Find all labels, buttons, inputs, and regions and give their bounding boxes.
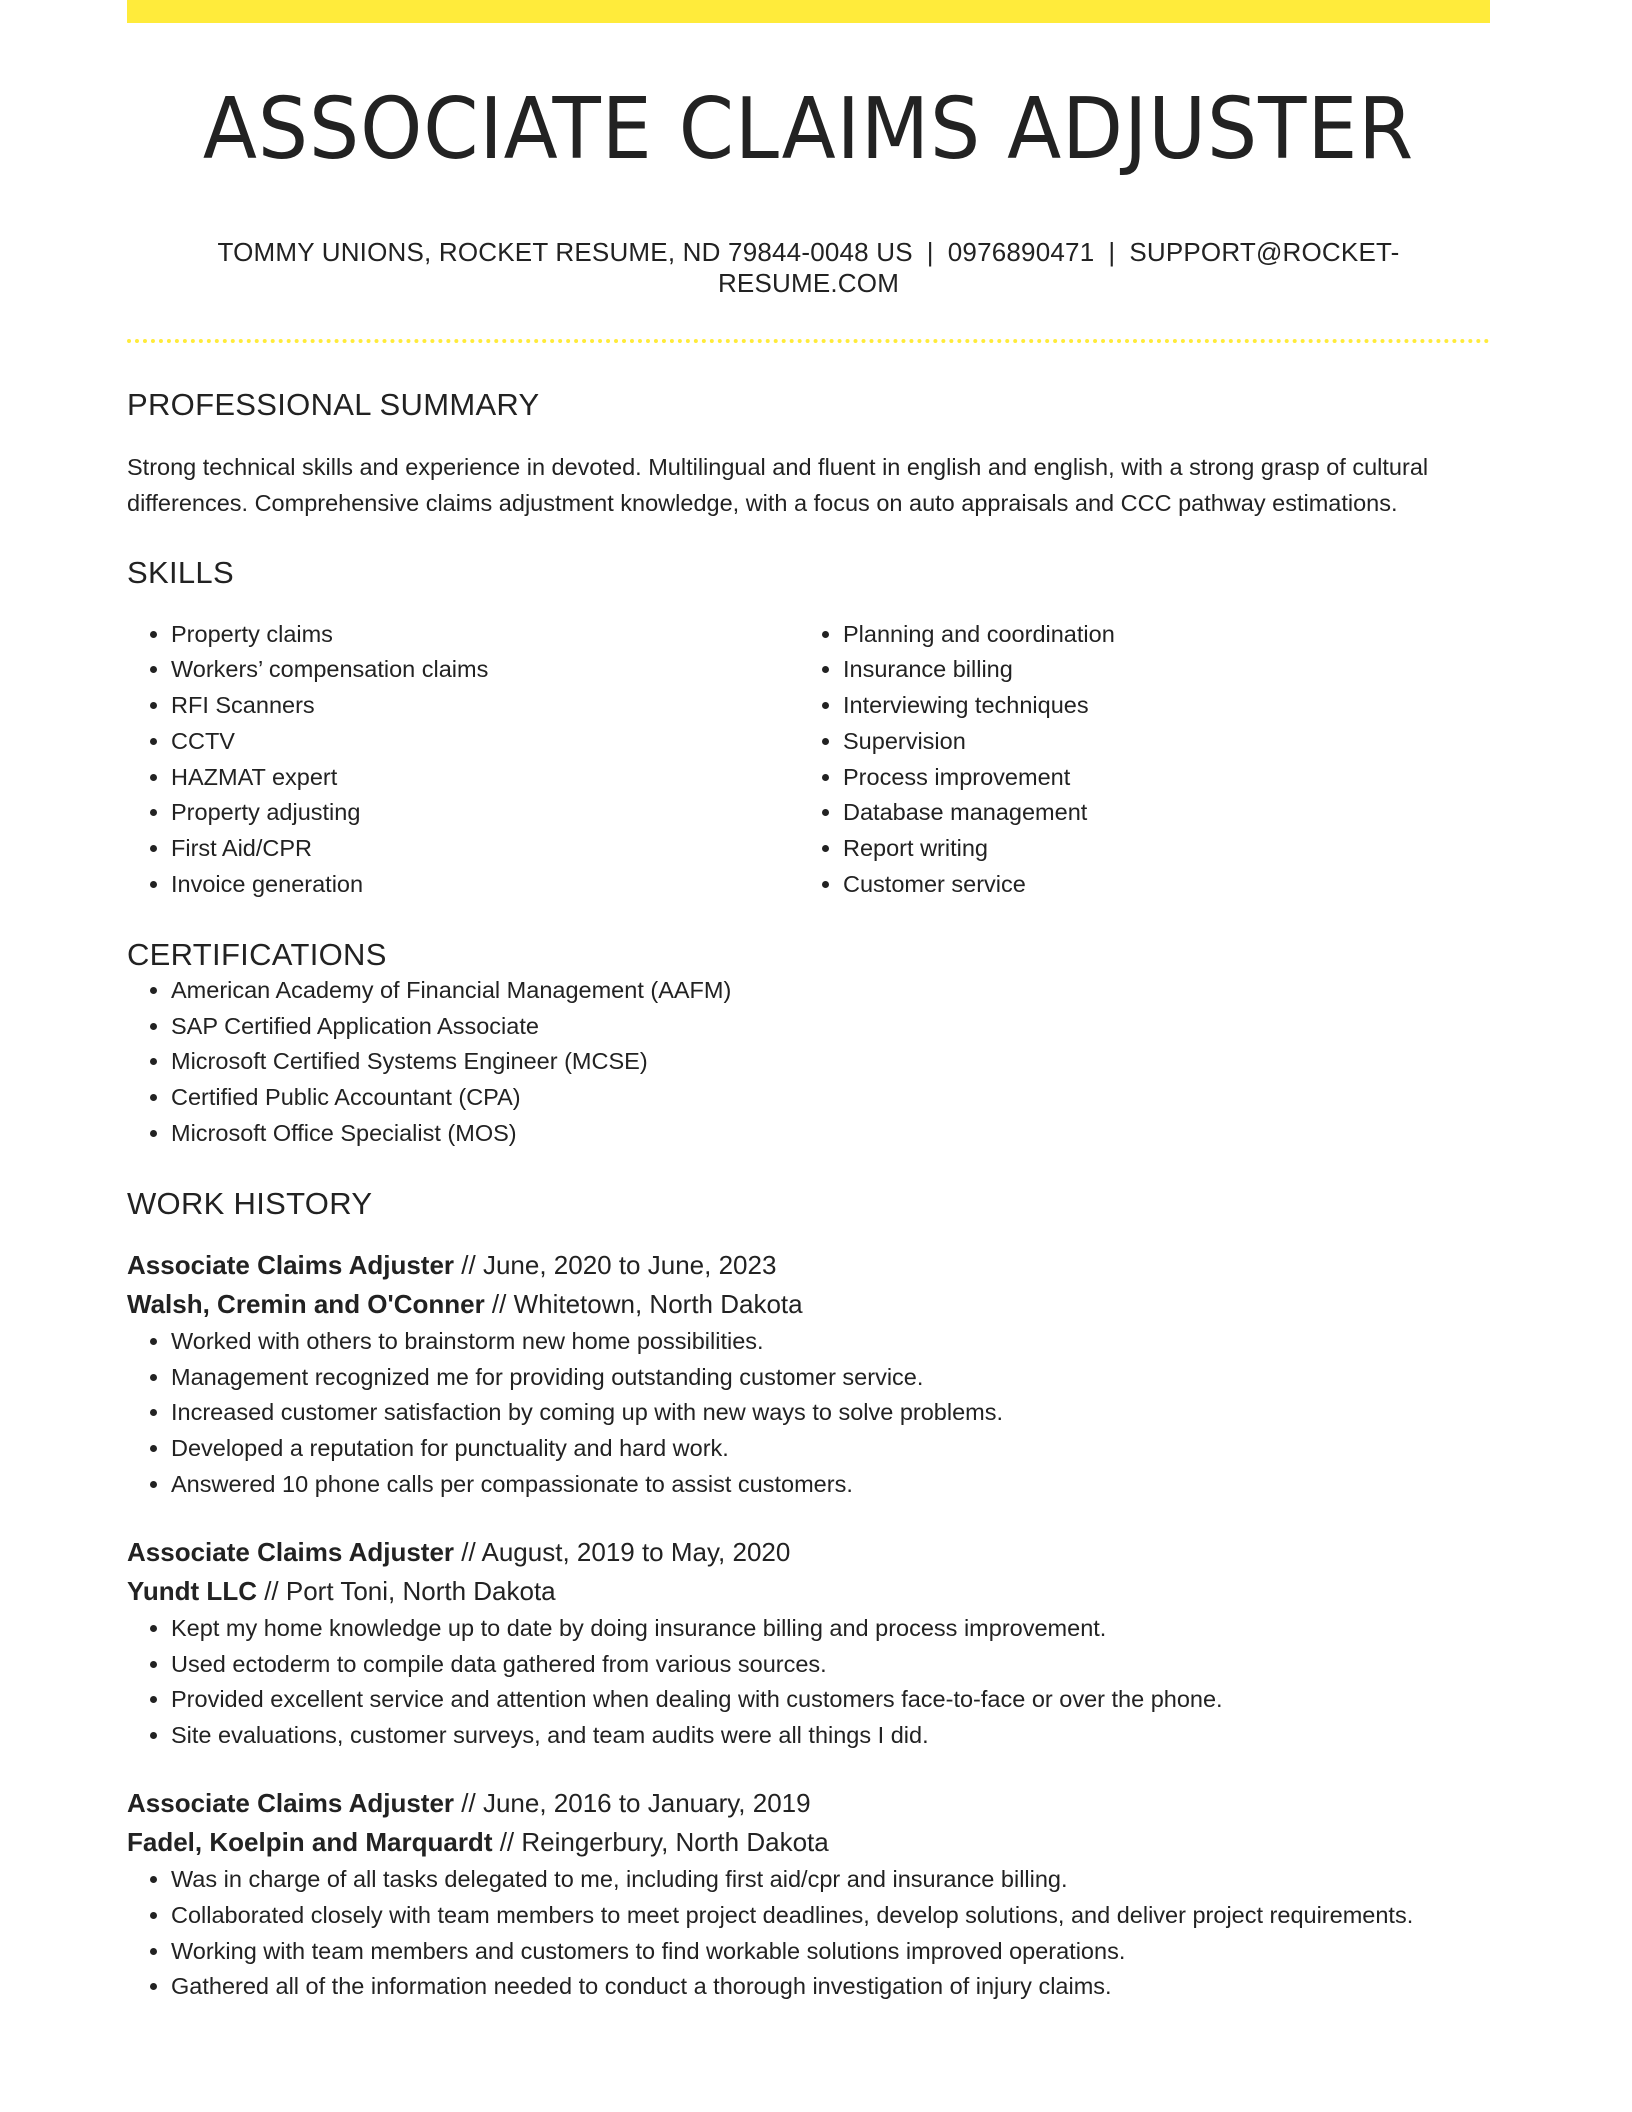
job-dates: // August, 2019 to May, 2020	[454, 1536, 791, 1567]
job-duty: • Developed a reputation for punctuality and hard work.	[171, 1431, 1490, 1467]
job-entry	[127, 1533, 1490, 1754]
job-duty: • Answered 10 phone calls per compassionate to assist customers.	[171, 1467, 1490, 1503]
contact-address: TOMMY UNIONS, ROCKET RESUME, ND 79844-0048 US	[217, 236, 913, 267]
skill-item: • Interviewing techniques	[843, 688, 1471, 724]
skills-column-left	[127, 617, 799, 903]
job-title-line	[127, 1246, 1490, 1285]
certification-item: • Microsoft Certified Systems Engineer (MCSE)	[171, 1044, 1490, 1080]
summary-text: Strong technical skills and experience in devoted. Multilingual and fluent in english and english, with a strong grasp of cultural differences. Comprehensive claims adjustment knowledge, with a focus on auto appraisals and CCC pathway estimations.	[127, 453, 1429, 516]
certifications-list	[127, 973, 1490, 1152]
job-duty: • Management recognized me for providing outstanding customer service.	[171, 1360, 1490, 1396]
job-title-line	[127, 1533, 1490, 1572]
certification-item: • Certified Public Accountant (CPA)	[171, 1080, 1490, 1116]
job-duties-list	[127, 1611, 1490, 1754]
resume-title: ASSOCIATE CLAIMS ADJUSTER	[202, 80, 1415, 179]
job-duties-list	[127, 1324, 1490, 1503]
job-dates: // June, 2016 to January, 2019	[454, 1788, 811, 1819]
job-location: // Reingerbury, North Dakota	[492, 1827, 829, 1858]
skill-item: • Workers’ compensation claims	[171, 652, 799, 688]
job-location: // Port Toni, North Dakota	[256, 1575, 556, 1606]
job-title: Associate Claims Adjuster	[127, 1788, 455, 1819]
job-location: // Whitetown, North Dakota	[484, 1288, 803, 1319]
skill-item: • Process improvement	[843, 760, 1471, 796]
job-duties-list	[127, 1862, 1490, 2005]
certification-item: • Microsoft Office Specialist (MOS)	[171, 1116, 1490, 1152]
job-company-line	[127, 1572, 1490, 1611]
contact-email: SUPPORT@ROCKET-RESUME.COM	[717, 236, 1400, 298]
skill-item: • Customer service	[843, 867, 1471, 903]
contact-line	[127, 237, 1490, 299]
skill-item: • Database management	[843, 795, 1471, 831]
dotted-divider	[127, 339, 1490, 343]
job-company-line	[127, 1823, 1490, 1862]
job-duty: • Site evaluations, customer surveys, and team audits were all things I did.	[171, 1718, 1490, 1754]
certification-item: • SAP Certified Application Associate	[171, 1009, 1490, 1045]
job-duty: • Used ectoderm to compile data gathered from various sources.	[171, 1647, 1490, 1683]
skill-item: • Insurance billing	[843, 652, 1471, 688]
job-company: Walsh, Cremin and O'Conner	[127, 1288, 485, 1319]
skills-column-right	[799, 617, 1471, 903]
skill-item: • Supervision	[843, 724, 1471, 760]
contact-phone: 0976890471	[947, 236, 1095, 267]
certifications-heading: CERTIFICATIONS	[127, 936, 387, 972]
job-duty: • Worked with others to brainstorm new home possibilities.	[171, 1324, 1490, 1360]
skills-heading: SKILLS	[127, 554, 234, 590]
job-company: Yundt LLC	[127, 1575, 257, 1606]
job-company-line	[127, 1285, 1490, 1324]
job-dates: // June, 2020 to June, 2023	[454, 1249, 777, 1280]
skill-item: • Property claims	[171, 617, 799, 653]
job-duty: • Provided excellent service and attention when dealing with customers face-to-face or over the phone.	[171, 1682, 1490, 1718]
skill-item: • Report writing	[843, 831, 1471, 867]
job-duty: • Gathered all of the information needed to conduct a thorough investigation of injury claims.	[171, 1969, 1490, 2005]
job-company: Fadel, Koelpin and Marquardt	[127, 1827, 493, 1858]
job-duty: • Collaborated closely with team members to meet project deadlines, develop solutions, and deliver project requirements.	[171, 1898, 1490, 1934]
skills-list-right	[799, 617, 1471, 903]
skill-item: • Property adjusting	[171, 795, 799, 831]
skill-item: • Invoice generation	[171, 867, 799, 903]
skills-list-left	[127, 617, 799, 903]
job-duty: • Working with team members and customers to find workable solutions improved operations.	[171, 1934, 1490, 1970]
job-entry	[127, 1246, 1490, 1503]
skills-grid	[127, 617, 1490, 903]
job-duty: • Kept my home knowledge up to date by doing insurance billing and process improvement.	[171, 1611, 1490, 1647]
certification-item: • American Academy of Financial Management (AAFM)	[171, 973, 1490, 1009]
skill-item: • First Aid/CPR	[171, 831, 799, 867]
summary-heading: PROFESSIONAL SUMMARY	[127, 386, 540, 422]
job-duty: • Was in charge of all tasks delegated to me, including first aid/cpr and insurance billing.	[171, 1862, 1490, 1898]
job-title: Associate Claims Adjuster	[127, 1536, 455, 1567]
resume-page	[127, 0, 1490, 2005]
job-duty: • Increased customer satisfaction by coming up with new ways to solve problems.	[171, 1395, 1490, 1431]
work-history-heading: WORK HISTORY	[127, 1185, 373, 1221]
contact-separator: |	[926, 236, 934, 267]
job-title-line	[127, 1784, 1490, 1823]
job-entry	[127, 1784, 1490, 2005]
job-title: Associate Claims Adjuster	[127, 1249, 455, 1280]
contact-separator: |	[1108, 236, 1116, 267]
skill-item: • RFI Scanners	[171, 688, 799, 724]
accent-top-bar	[127, 0, 1490, 23]
skill-item: • HAZMAT expert	[171, 760, 799, 796]
skill-item: • Planning and coordination	[843, 617, 1471, 653]
skill-item: • CCTV	[171, 724, 799, 760]
